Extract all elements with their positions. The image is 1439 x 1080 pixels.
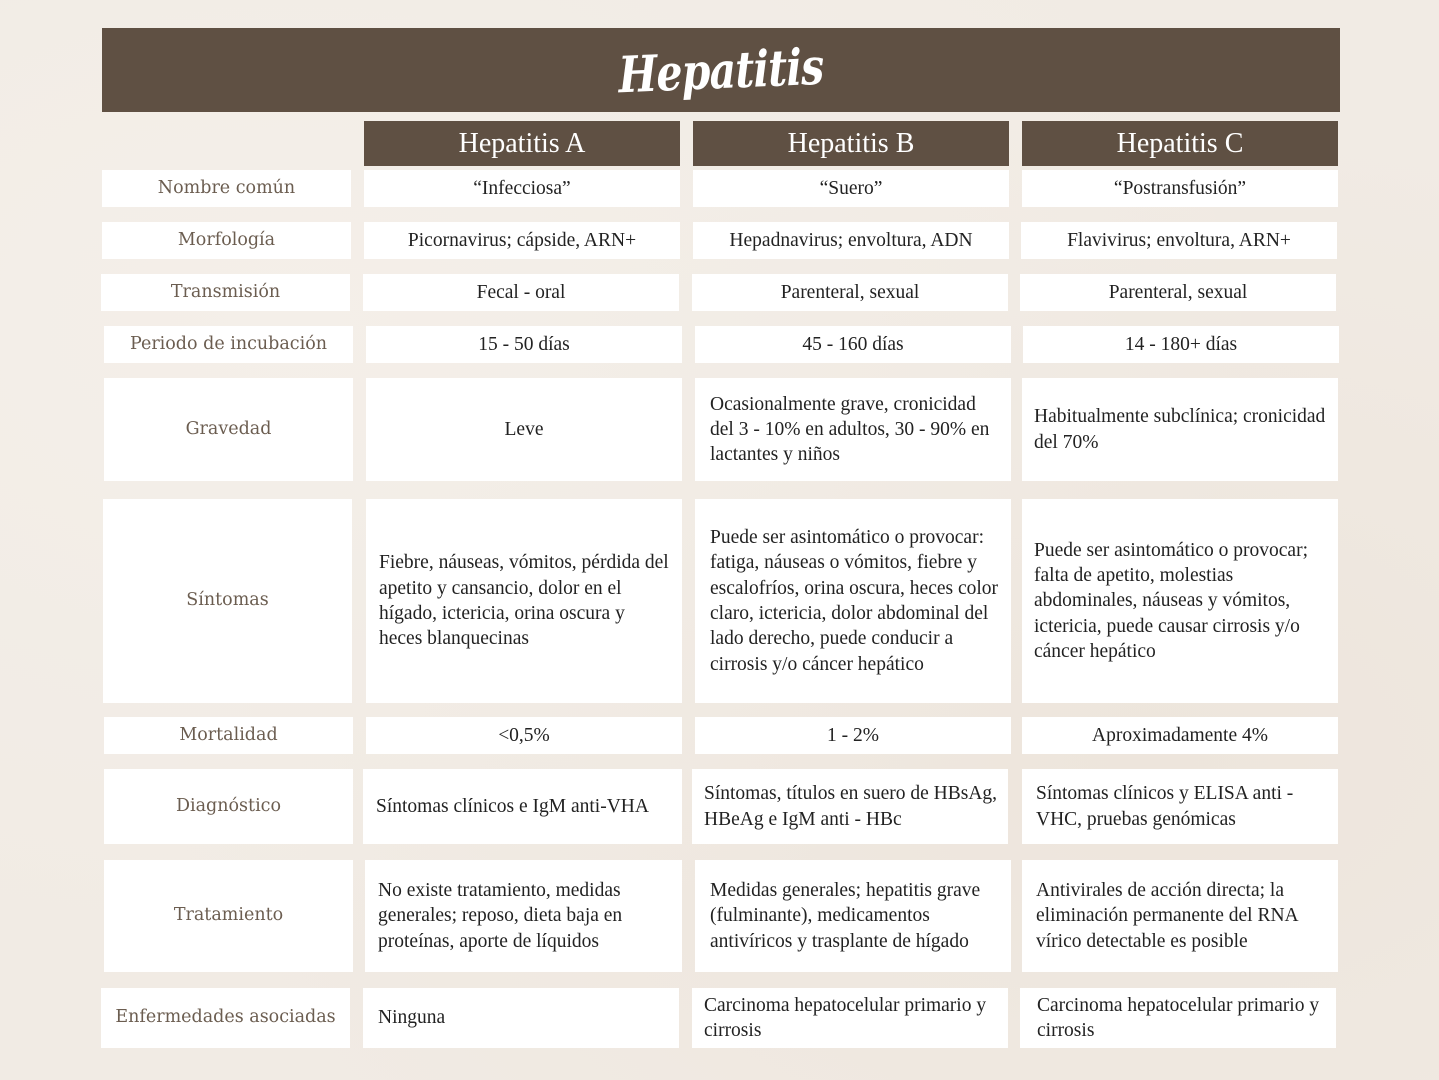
row-label-gravedad: Gravedad bbox=[104, 378, 353, 481]
row-label-tratamiento: Tratamiento bbox=[104, 860, 353, 972]
cell-incubacion-a: 15 - 50 días bbox=[366, 326, 682, 363]
cell-sintomas-b: Puede ser asintomático o provocar: fatiga, náuseas o vómitos, fiebre y escalofríos, orina oscura, heces color claro, ictericia, dolor abdominal del lado derecho, puede conducir a cirrosis y/o cáncer hepático bbox=[695, 499, 1011, 703]
cell-gravedad-b: Ocasionalmente grave, cronicidad del 3 - 10% en adultos, 30 - 90% en lactantes y niños bbox=[695, 378, 1011, 481]
cell-transmision-b: Parenteral, sexual bbox=[692, 274, 1008, 311]
cell-tratamiento-c: Antivirales de acción directa; la eliminación permanente del RNA vírico detectable es posible bbox=[1022, 860, 1338, 972]
cell-morfologia-b: Hepadnavirus; envoltura, ADN bbox=[693, 222, 1009, 259]
column-header-hepatitis-b: Hepatitis B bbox=[693, 121, 1009, 166]
cell-transmision-a: Fecal - oral bbox=[363, 274, 679, 311]
cell-tratamiento-a: No existe tratamiento, medidas generales; reposo, dieta baja en proteínas, aporte de líquidos bbox=[365, 860, 682, 972]
cell-enfermedades-b: Carcinoma hepatocelular primario y cirrosis bbox=[692, 988, 1008, 1048]
cell-transmision-c: Parenteral, sexual bbox=[1020, 274, 1336, 311]
cell-nombre-comun-a: “Infecciosa” bbox=[364, 170, 680, 207]
cell-morfologia-a: Picornavirus; cápside, ARN+ bbox=[364, 222, 680, 259]
cell-mortalidad-b: 1 - 2% bbox=[695, 717, 1011, 754]
cell-sintomas-c: Puede ser asintomático o provocar; falta de apetito, molestias abdominales, náuseas y vómitos, ictericia, puede causar cirrosis y/o cáncer hepático bbox=[1022, 499, 1338, 703]
column-header-hepatitis-c: Hepatitis C bbox=[1022, 121, 1338, 166]
cell-mortalidad-c: Aproximadamente 4% bbox=[1022, 717, 1338, 754]
cell-incubacion-b: 45 - 160 días bbox=[695, 326, 1011, 363]
cell-enfermedades-c: Carcinoma hepatocelular primario y cirrosis bbox=[1020, 988, 1336, 1048]
cell-mortalidad-a: <0,5% bbox=[366, 717, 682, 754]
page-title: Hepatitis bbox=[617, 36, 825, 104]
cell-diagnostico-a: Síntomas clínicos e IgM anti-VHA bbox=[363, 769, 682, 844]
row-label-periodo-incubacion: Periodo de incubación bbox=[104, 326, 353, 363]
cell-enfermedades-a: Ninguna bbox=[363, 988, 679, 1048]
cell-gravedad-a: Leve bbox=[366, 378, 682, 481]
cell-nombre-comun-c: “Postransfusión” bbox=[1022, 170, 1338, 207]
cell-diagnostico-b: Síntomas, títulos en suero de HBsAg, HBeAg e IgM anti - HBc bbox=[692, 769, 1008, 844]
cell-gravedad-c: Habitualmente subclínica; cronicidad del 70% bbox=[1022, 378, 1338, 481]
cell-incubacion-c: 14 - 180+ días bbox=[1023, 326, 1339, 363]
column-header-hepatitis-a: Hepatitis A bbox=[364, 121, 680, 166]
row-label-nombre-comun: Nombre común bbox=[102, 170, 351, 207]
row-label-morfologia: Morfología bbox=[102, 222, 351, 259]
row-label-mortalidad: Mortalidad bbox=[104, 717, 353, 754]
cell-tratamiento-b: Medidas generales; hepatitis grave (fulminante), medicamentos antivíricos y trasplante de hígado bbox=[695, 860, 1011, 972]
title-banner bbox=[102, 28, 1340, 112]
row-label-enfermedades-asociadas: Enfermedades asociadas bbox=[101, 988, 350, 1048]
cell-sintomas-a: Fiebre, náuseas, vómitos, pérdida del apetito y cansancio, dolor en el hígado, ictericia, orina oscura y heces blanquecinas bbox=[366, 499, 682, 703]
cell-diagnostico-c: Síntomas clínicos y ELISA anti - VHC, pruebas genómicas bbox=[1022, 769, 1338, 844]
row-label-sintomas: Síntomas bbox=[103, 499, 352, 703]
cell-morfologia-c: Flavivirus; envoltura, ARN+ bbox=[1021, 222, 1337, 259]
row-label-transmision: Transmisión bbox=[101, 274, 350, 311]
row-label-diagnostico: Diagnóstico bbox=[104, 769, 353, 844]
cell-nombre-comun-b: “Suero” bbox=[693, 170, 1009, 207]
